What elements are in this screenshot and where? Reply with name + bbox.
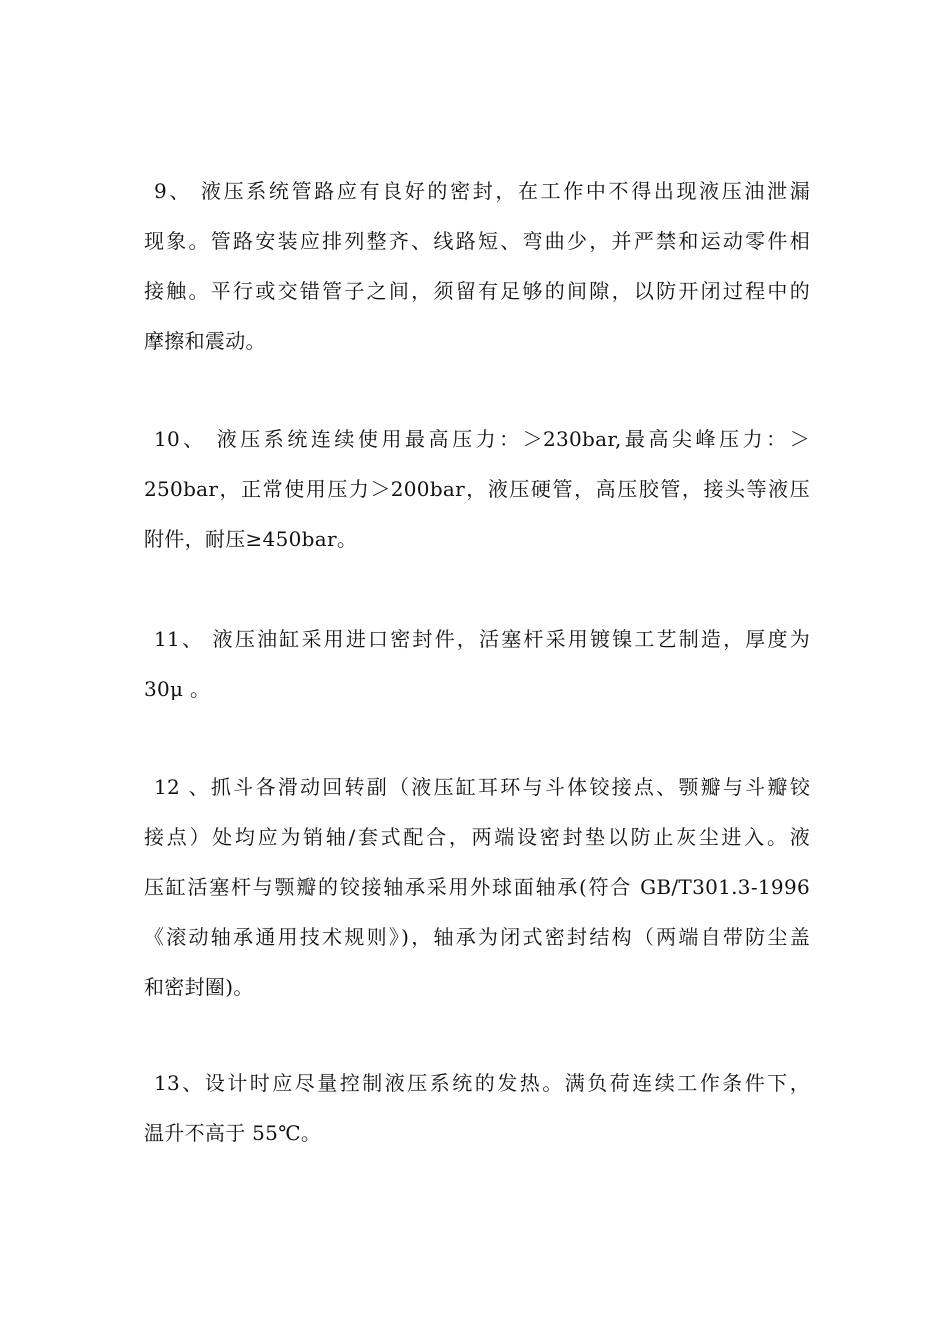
paragraph-line: 现象。管路安装应排列整齐、线路短、弯曲少，并严禁和运动零件相 <box>144 229 810 253</box>
paragraph-item-10 <box>144 414 810 564</box>
paragraph-line: 附件，耐压≥450bar。 <box>144 527 358 551</box>
paragraph-item-9 <box>144 166 810 366</box>
paragraph-line: 30μ 。 <box>144 677 211 701</box>
paragraph-line: 和密封圈)。 <box>144 975 254 999</box>
paragraph-item-13 <box>144 1058 810 1158</box>
paragraph-line: 9、 液压系统管路应有良好的密封，在工作中不得出现液压油泄漏 <box>154 179 810 203</box>
paragraph-item-12 <box>144 762 810 1012</box>
paragraph-line: 10、 液压系统连续使用最高压力：＞230bar,最高尖峰压力：＞ <box>154 427 810 451</box>
paragraph-line: 接触。平行或交错管子之间，须留有足够的间隙，以防开闭过程中的 <box>144 279 810 303</box>
paragraph-line: 温升不高于 55℃。 <box>144 1121 322 1145</box>
paragraph-line: 250bar，正常使用压力＞200bar，液压硬管，高压胶管，接头等液压 <box>144 477 810 501</box>
paragraph-line: 11、 液压油缸采用进口密封件，活塞杆采用镀镍工艺制造，厚度为 <box>154 627 810 651</box>
paragraph-line: 《滚动轴承通用技术规则》)，轴承为闭式密封结构（两端自带防尘盖 <box>144 925 810 949</box>
paragraph-line: 压缸活塞杆与颚瓣的铰接轴承采用外球面轴承(符合 GB/T301.3-1996 <box>144 875 810 899</box>
paragraph-line: 12 、抓斗各滑动回转副（液压缸耳环与斗体铰接点、颚瓣与斗瓣铰 <box>154 775 810 799</box>
paragraph-line: 13、设计时应尽量控制液压系统的发热。满负荷连续工作条件下， <box>154 1071 810 1095</box>
paragraph-item-11 <box>144 614 810 714</box>
paragraph-line: 摩擦和震动。 <box>144 329 266 353</box>
paragraph-line: 接点）处均应为销轴/套式配合，两端设密封垫以防止灰尘进入。液 <box>144 825 810 849</box>
